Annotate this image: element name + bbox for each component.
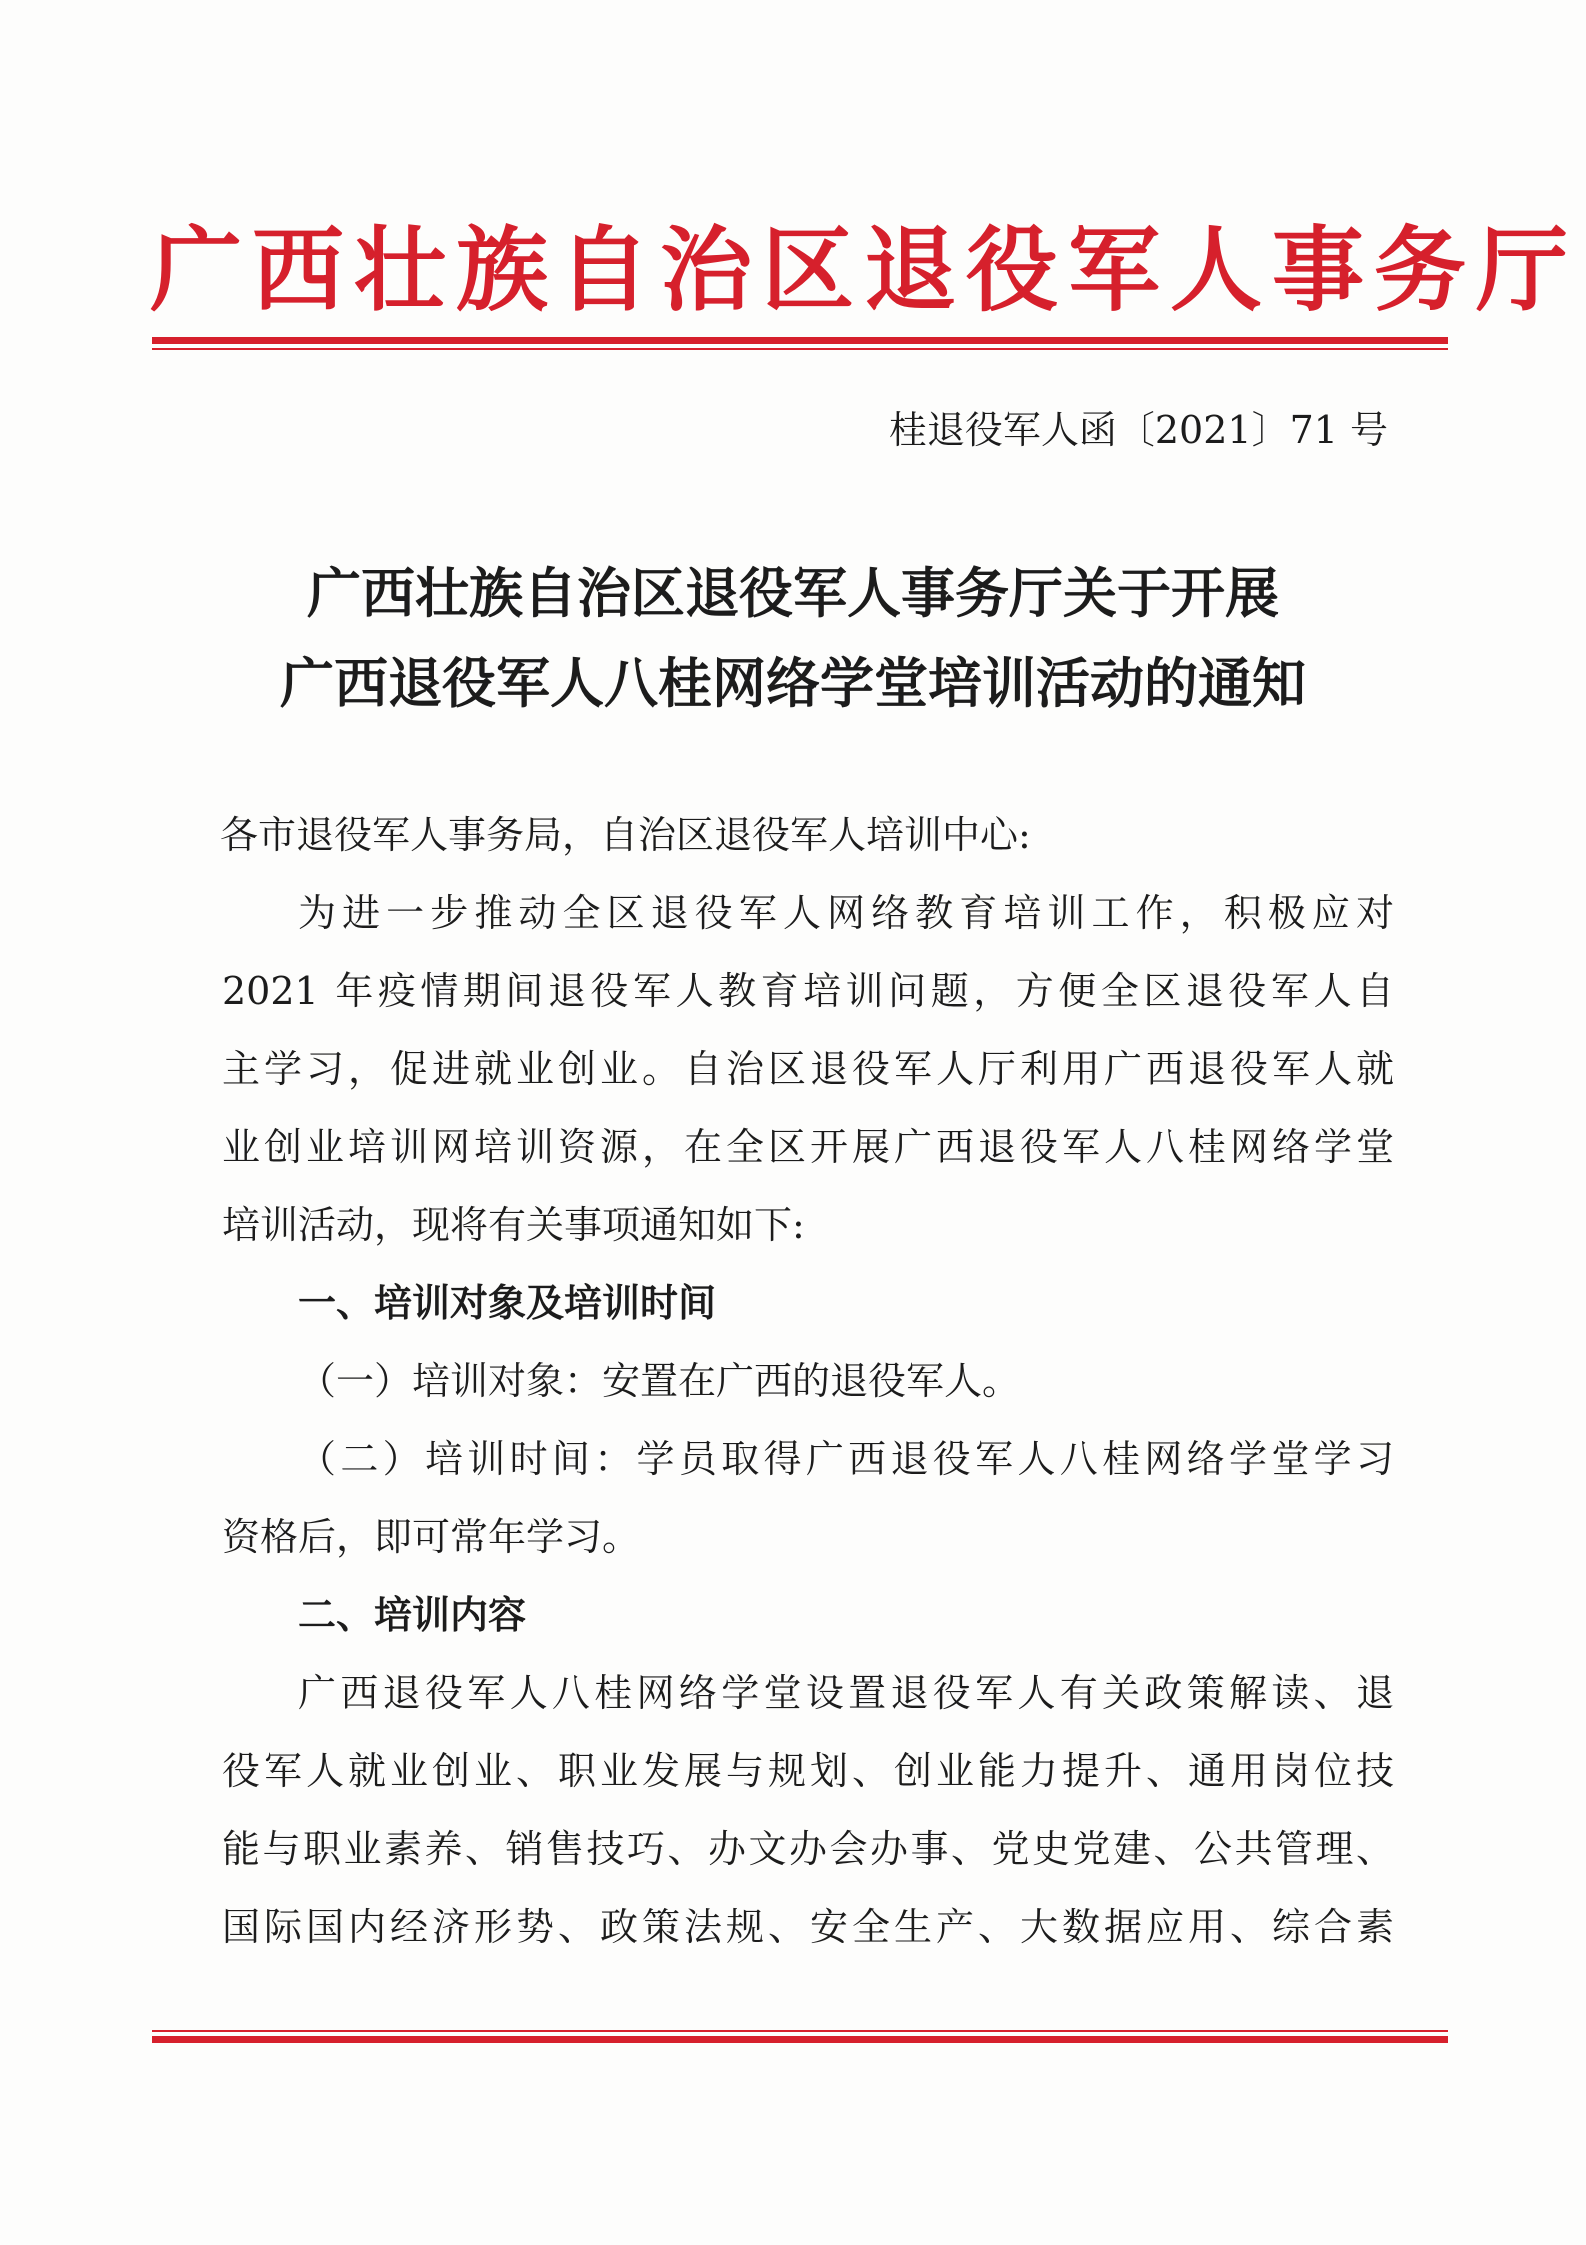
- section2-line: 役军人就业创业、职业发展与规划、创业能力提升、通用岗位技: [222, 1749, 1394, 1793]
- page-divider-bottom: [152, 2030, 1448, 2043]
- title-line-1: 广西壮族自治区退役军人事务厅关于开展: [307, 561, 1279, 625]
- intro-line: 业创业培训网培训资源，在全区开展广西退役军人八桂网络学堂: [222, 1125, 1394, 1169]
- section2-line: 广西退役军人八桂网络学堂设置退役军人有关政策解读、退: [298, 1671, 1394, 1715]
- intro-line: 为进一步推动全区退役军人网络教育培训工作，积极应对: [298, 891, 1394, 935]
- section-heading-2: 二、培训内容: [298, 1593, 527, 1637]
- section1-item-2: （二）培训时间：学员取得广西退役军人八桂网络学堂学习 资格后，即可常年学习。: [222, 1437, 1394, 1559]
- document-number: 桂退役军人函〔2021〕71 号: [888, 408, 1388, 452]
- letterhead-divider-top: [152, 337, 1448, 350]
- intro-line: 2021 年疫情期间退役军人教育培训问题，方便全区退役军人自: [222, 969, 1394, 1013]
- section1-item-1: （一）培训对象：安置在广西的退役军人。: [298, 1359, 1021, 1403]
- document-body: [222, 796, 1394, 1966]
- section2-line: 能与职业素养、销售技巧、办文办会办事、党史党建、公共管理、: [222, 1827, 1394, 1871]
- agency-letterhead: 广西壮族自治区退役军人事务厅: [150, 216, 1579, 324]
- document-title: [150, 548, 1436, 728]
- intro-paragraph: [222, 874, 1394, 1264]
- section2-paragraph: [222, 1654, 1394, 1966]
- section-heading-1: 一、培训对象及培训时间: [298, 1281, 717, 1325]
- addressee: 各市退役军人事务局，自治区退役军人培训中心:: [220, 813, 1031, 857]
- title-line-2: 广西退役军人八桂网络学堂培训活动的通知: [280, 651, 1306, 715]
- section2-line: 国际国内经济形势、政策法规、安全生产、大数据应用、综合素: [222, 1905, 1394, 1949]
- intro-line: 主学习，促进就业创业。自治区退役军人厅利用广西退役军人就: [222, 1047, 1394, 1091]
- intro-line: 培训活动，现将有关事项通知如下:: [222, 1203, 805, 1247]
